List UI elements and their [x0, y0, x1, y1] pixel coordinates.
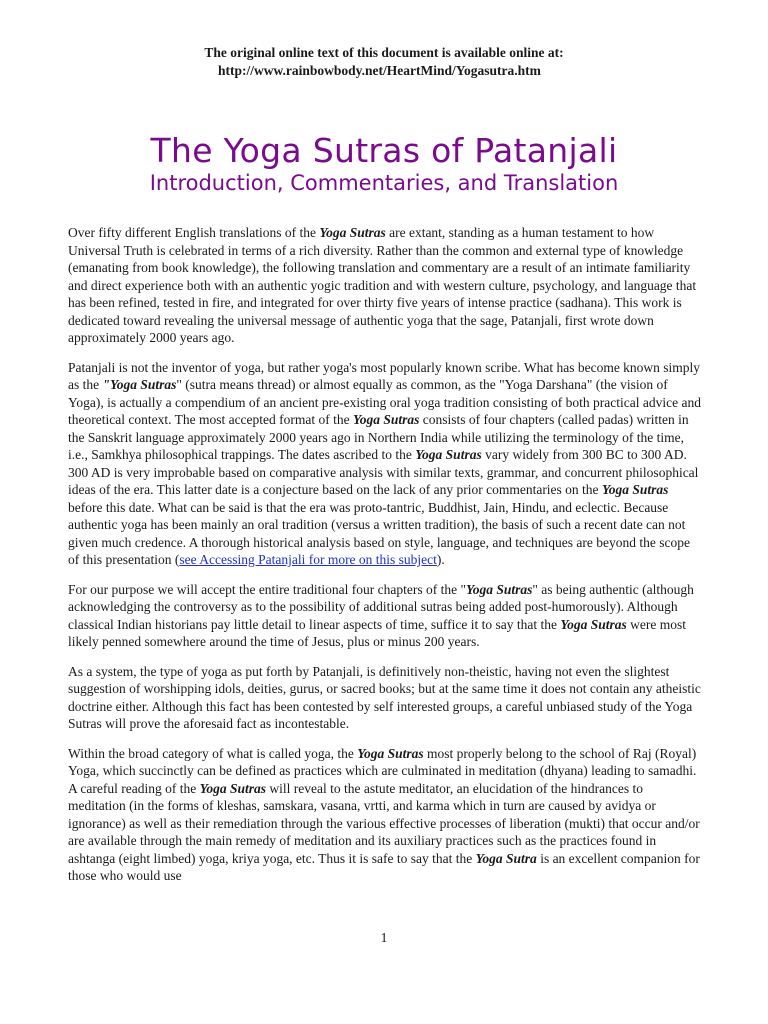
emphasis-yoga-sutras: "Yoga Sutras [102, 377, 177, 392]
text-run: ). [436, 552, 445, 567]
emphasis-yoga-sutras: Yoga Sutras [319, 225, 386, 240]
emphasis-yoga-sutras: Yoga Sutras [466, 581, 533, 597]
paragraph [68, 663, 701, 733]
emphasis-yoga-sutras: Yoga Sutras [415, 447, 482, 462]
emphasis-yoga-sutras: Yoga Sutras [560, 616, 627, 632]
page-number: 1 [380, 931, 388, 946]
text-run: As a system, the type of yoga as put forth by Patanjali, is definitively non-theistic, having not even the slightest suggestion of worshipping idols, deities, gurus, or sacred books; but at the same time it does not contain any atheistic doctrine either. Although this fact has been contested by self interested groups, a careful unbiased study of the Yoga Sutras will prove the aforesaid fact as incontestable. [68, 663, 701, 731]
paragraph [68, 581, 701, 651]
source-note-line: The original online text of this document is available online at: [204, 45, 564, 60]
text-run: will reveal to the astute meditator, an elucidation of the hindrances to meditation (in the forms of kleshas, samskara, vasana, vrtti, and karma which in turn are caused by avidya or ignorance) as well as their remediation through the various effective processes of liberation (mukti) that occur and/or are available through the main remedy of meditation and its auxiliary practices such as the practices found in ashtanga (eight limbed) yoga, kriya yoga, etc. Thus it is safe to say that the [68, 780, 700, 866]
text-run: vary widely from 300 BC to 300 AD. 300 AD is very improbable based on comparative analysis with similar texts, grammar, and concurrent philosophical ideas of the era. This latter date is a conjecture based on the lack of any prior commentaries on the [68, 447, 699, 497]
paragraph [68, 224, 701, 347]
text-run: before this date. What can be said is that the era was proto-tantric, Buddhist, Jain, Hindu, and eclectic. Because authentic yoga has been mainly an oral tradition (versus a written tradition), the basis of such a recent date can not given much credence. A thorough historical analysis based on style, language, and techniques are beyond the scope of this presentation ( [68, 499, 690, 567]
emphasis-yoga-sutras: Yoga Sutras [353, 412, 420, 427]
emphasis-yoga-sutra: Yoga Sutra [475, 850, 537, 866]
text-run: Within the broad category of what is called yoga, the [68, 745, 358, 761]
text-run: For our purpose we will accept the entire traditional four chapters of the " [68, 581, 466, 597]
text-run: " as being authentic (although acknowledging the controversy as to the possibility of additional sutras being added post-humorously). Although classical Indian historians pay little detail to linear aspects of time, suffice it to say that the [68, 581, 694, 632]
source-note [0, 44, 768, 80]
text-run: are extant, standing as a human testament to how Universal Truth is celebrated in terms of a rich diversity. Rather than the common and external type of knowledge (emanating from book knowledge), the following translation and commentary are a result of an intimate familiarity and direct experience both with an authentic yogic tradition and with western culture, psychology, and language that has been refined, tested in fire, and integrated for over thirty five years of intense practice (sadhana). This work is dedicated toward revealing the universal message of authentic yoga that the sage, Patanjali, first wrote down approximately 2000 years ago. [68, 225, 697, 345]
text-run: most properly belong to the school of Raj (Royal) Yoga, which succinctly can be defined as practices which are culminated in meditation (dhyana) leading to samadhi. A careful reading of the [68, 745, 697, 796]
paragraph [68, 745, 701, 885]
text-run: is an excellent companion for those who would use [68, 850, 700, 883]
emphasis-yoga-sutras: Yoga Sutras [357, 745, 424, 761]
text-run: consists of four chapters (called padas) written in the Sanskrit language approximately 2000 years ago in Northern India while utilizing the terminology of the time, i.e., Samkhya philosophical trappings. The dates ascribed to the [68, 412, 689, 462]
emphasis-yoga-sutras: Yoga Sutras [199, 780, 266, 796]
document-title: The Yoga Sutras of Patanjali [150, 131, 618, 170]
accessing-patanjali-link[interactable]: see Accessing Patanjali for more on this subject [179, 552, 437, 567]
emphasis-yoga-sutras: Yoga Sutras [601, 482, 669, 497]
text-run: were most likely penned somewhere around the time of Jesus, plus or minus 200 years. [68, 616, 687, 649]
text-run: Patanjali is not the inventor of yoga, but rather yoga's most popularly known scribe. What has become known simply as the [68, 359, 701, 392]
paragraph [68, 359, 701, 569]
text-run: " (sutra means thread) or almost equally as common, as the "Yoga Darshana" (the vision of Yoga), is actually a compendium of an ancient pre-existing oral yoga tradition consisting of both practical advice and theoretical context. The most accepted format of the [68, 377, 701, 427]
document-body [68, 224, 701, 897]
text-run: Over fifty different English translations of the [68, 225, 320, 240]
source-url: http://www.rainbowbody.net/HeartMind/Yogasutra.htm [218, 63, 541, 78]
document-subtitle: Introduction, Commentaries, and Translation [149, 171, 619, 195]
